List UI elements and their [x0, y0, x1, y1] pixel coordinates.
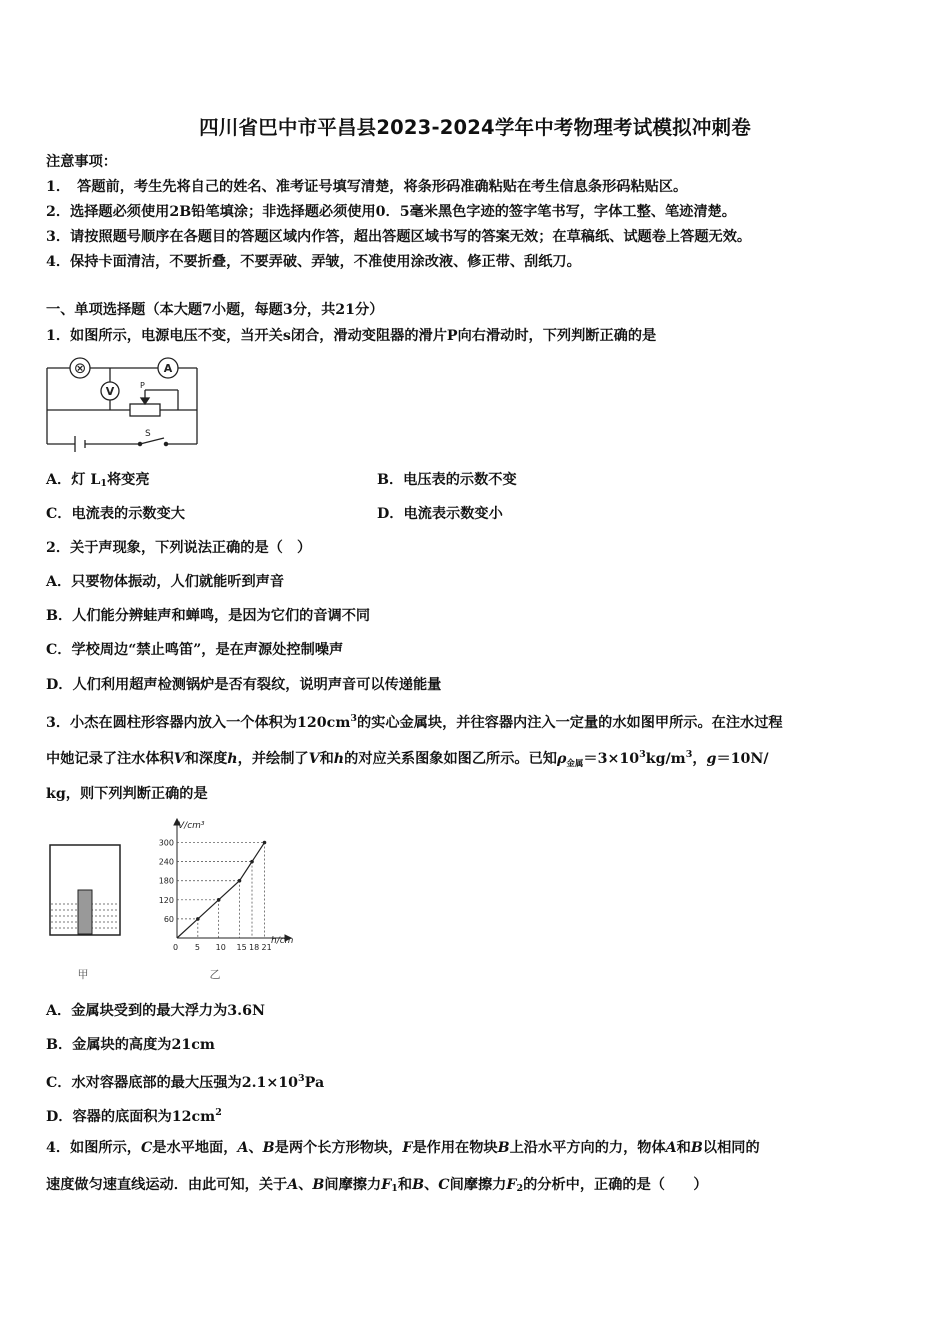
q4-stem-line1: 4．如图所示，C是水平地面，A、B是两个长方形物块，F是作用在物块B上沿水平方向的力，物体A和B以相同的 — [46, 1140, 760, 1156]
voltmeter-label: V — [105, 385, 115, 398]
q2-option-a: A．只要物体振动，人们就能听到声音 — [46, 574, 285, 590]
chart-x-label: h/cm — [271, 936, 294, 946]
chart-y-label: V/cm³ — [178, 821, 205, 831]
q2-option-b: B．人们能分辨蛙声和蝉鸣，是因为它们的音调不同 — [46, 608, 371, 624]
q3-option-c: C．水对容器底部的最大压强为$2.1\times 10^3Pa$ — [46, 1073, 325, 1091]
ammeter-label: A — [163, 362, 173, 375]
chart-y-tick: 120 — [158, 895, 174, 905]
q2-stem: 2．关于声现象，下列说法正确的是（ ） — [46, 540, 312, 556]
lamp-icon: ⊗ — [73, 359, 87, 377]
chart-x-tick: 0 — [173, 943, 179, 952]
q3-container-figure — [45, 840, 125, 985]
fig-a-label: 甲 — [77, 968, 89, 981]
slider-label: P — [140, 381, 145, 390]
chart-y-tick: 300 — [158, 838, 174, 848]
q3-chart — [150, 815, 310, 985]
q3-stem-line2: 中她记录了注水体积V和深度h，并绘制了V和h的对应关系图象如图乙所示。已知$\rho_{金属}=3\times 10^3kg/m^3$，g＝10N/ — [46, 749, 769, 769]
section-heading: 一、单项选择题（本大题7小题，每题3分，共21分） — [46, 302, 384, 318]
chart-point — [263, 841, 267, 845]
q3-option-d: D．容器的底面积为$12cm^2$ — [46, 1107, 222, 1125]
notice-item: 4．保持卡面清洁，不要折叠，不要弄破、弄皱，不准使用涂改液、修正带、刮纸刀。 — [46, 254, 581, 270]
chart-x-tick: 10 — [215, 943, 226, 952]
chart-y-tick: 180 — [158, 876, 174, 886]
q3-stem-line3: kg，则下列判断正确的是 — [46, 786, 208, 802]
switch-label: S — [145, 429, 151, 439]
q1-stem: 1．如图所示，电源电压不变，当开关s闭合，滑动变阻器的滑片P向右滑动时，下列判断正确的是 — [46, 328, 657, 344]
q1-option-a: A．灯 $L_1$将变亮 — [46, 472, 150, 489]
chart-y-tick: 240 — [158, 857, 174, 867]
notice-item: 3．请按照题号顺序在各题目的答题区域内作答，超出答题区域书写的答案无效；在草稿纸、试题卷上答题无效。 — [46, 229, 752, 245]
chart-x-tick: 21 — [261, 943, 272, 952]
q1-circuit-diagram — [40, 354, 205, 454]
chart-point — [238, 879, 242, 883]
chart-point — [196, 917, 200, 921]
chart-x-tick: 5 — [194, 943, 200, 952]
chart-x-tick: 18 — [249, 943, 260, 952]
q3-option-a: A．金属块受到的最大浮力为3.6N — [46, 1003, 265, 1019]
q3-stem-line1: 3．小杰在圆柱形容器内放入一个体积为$120cm^3$的实心金属块，并往容器内注入一定量的水如图甲所示。在注水过程 — [46, 713, 783, 731]
chart-y-tick: 60 — [163, 914, 174, 924]
q2-option-d: D．人们利用超声检测锅炉是否有裂纹，说明声音可以传递能量 — [46, 677, 442, 693]
q3-option-b: B．金属块的高度为21cm — [46, 1037, 215, 1053]
notice-heading: 注意事项： — [46, 154, 117, 170]
q1-option-c: C．电流表的示数变大 — [46, 506, 185, 522]
fig-b-label: 乙 — [209, 968, 221, 981]
chart-point — [250, 860, 254, 864]
q1-option-d: D．电流表示数变小 — [377, 506, 503, 522]
chart-series-line — [177, 843, 265, 938]
chart-point — [217, 898, 221, 902]
chart-x-tick: 15 — [236, 943, 247, 952]
notice-item: 1． 答题前，考生先将自己的姓名、准考证号填写清楚，将条形码准确粘贴在考生信息条形码粘贴区。 — [46, 179, 688, 195]
q2-option-c: C．学校周边“禁止鸣笛”，是在声源处控制噪声 — [46, 642, 344, 658]
notice-item: 2．选择题必须使用2B铅笔填涂；非选择题必须使用0．5毫米黑色字迹的签字笔书写，字体工整、笔迹清楚。 — [46, 204, 736, 220]
q4-stem-line2: 速度做匀速直线运动．由此可知，关于A、B间摩擦力$F_1$和B、C间摩擦力$F_2$的分析中，正确的是（ ） — [46, 1177, 708, 1194]
page-title: 四川省巴中市平昌县2023-2024学年中考物理考试模拟冲刺卷 — [199, 116, 751, 139]
q1-option-b: B．电压表的示数不变 — [377, 472, 517, 488]
